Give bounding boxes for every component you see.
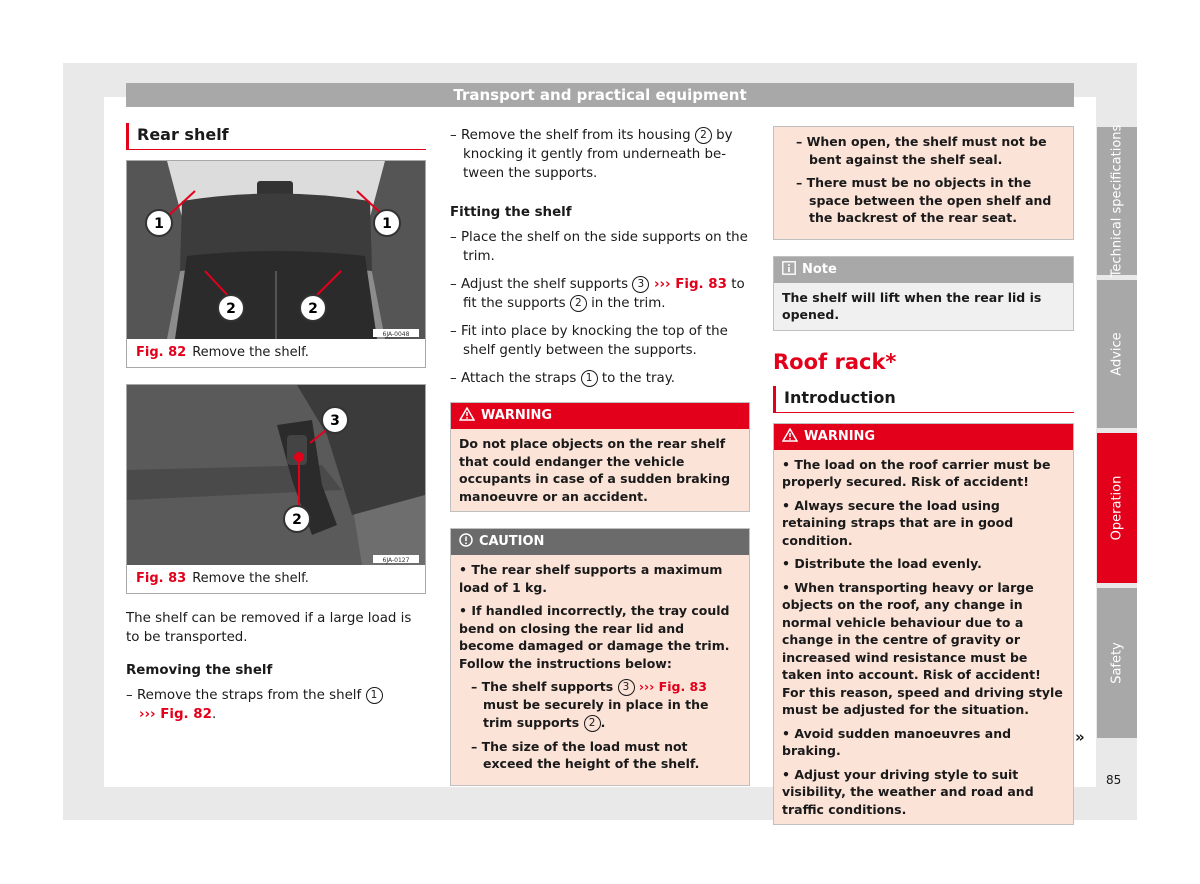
figure-83 (126, 384, 426, 594)
note-header (774, 257, 1073, 283)
fig82-label-2a: 2 (226, 301, 236, 317)
fig83-link[interactable]: ››› Fig. 83 (649, 277, 727, 292)
note-box (773, 256, 1074, 331)
caution-sub-1-b: must be securely in place in the trim supports (483, 697, 709, 730)
removing-title: Removing the shelf (126, 663, 273, 678)
continue-marker: » (1075, 728, 1085, 746)
caution-box (450, 528, 750, 786)
callout-2c: 2 (584, 715, 601, 732)
rear-shelf-photo (127, 161, 425, 339)
warning-box-shelf (450, 402, 750, 512)
intro-paragraph: The shelf can be removed if a large load is to be transported. (126, 611, 412, 645)
caution-header (451, 529, 749, 555)
shelf-support-photo (127, 385, 425, 565)
fitting-step-3: – Fit into place by knocking the top of the shelf gently between the supports. (450, 324, 728, 358)
caution-item-1: • The rear shelf supports a maximum load of 1 kg. (459, 562, 723, 595)
removing-step-1-end: . (211, 707, 217, 722)
caution-item-2: • If handled incorrectly, the tray could bend on closing the rear lid and become damaged or damage the trim. Follow the instructions below: (459, 603, 730, 671)
fitting-step-2 (450, 275, 750, 313)
fig83-link-2[interactable]: ››› Fig. 83 (634, 679, 707, 694)
column-left (126, 120, 426, 733)
fig83-label-2: 2 (292, 512, 302, 528)
roof-warning-item: • Always secure the load using retaining straps that are in good condition. (782, 497, 1014, 548)
caution-continuation-box (773, 126, 1074, 240)
fit-2-text-a: – Adjust the shelf supports (450, 277, 633, 292)
fig82-caption (127, 339, 425, 367)
info-icon (782, 261, 796, 275)
note-title: Note (802, 261, 837, 277)
caution-circle-icon (459, 533, 473, 547)
roof-warning-header (774, 424, 1073, 450)
fit-4-text-b: to the tray. (597, 371, 676, 386)
removing-step-1 (126, 686, 426, 724)
callout-3: 3 (632, 276, 649, 293)
continuation-item-2: – There must be no objects in the space between the open shelf and the backrest of the rear seat. (796, 175, 1052, 225)
roof-warning-item: • Avoid sudden manoeuvres and braking. (782, 725, 1012, 758)
fig83-label-3: 3 (330, 413, 340, 429)
tab-safety[interactable] (1097, 588, 1137, 738)
section-title-introduction: Introduction (773, 386, 1074, 413)
tab-label: Safety (1109, 642, 1125, 684)
fig82-label-1b: 1 (382, 216, 392, 232)
continuation-item-1: – When open, the shelf must not be bent against the shelf seal. (796, 134, 1047, 167)
caution-subitem-2: – The size of the load must not exceed the height of the shelf. (471, 738, 700, 771)
column-right (773, 126, 1074, 841)
step-2-text-a: – Remove the shelf from its housing (450, 128, 695, 143)
warning-header (451, 403, 749, 429)
caution-sub-1-c: . (600, 714, 606, 730)
section-title-rear-shelf: Rear shelf (126, 123, 426, 150)
callout-2: 2 (695, 127, 712, 144)
tab-label: Advice (1109, 332, 1125, 376)
roof-warning-item: • The load on the roof carrier must be properly secured. Risk of accident! (782, 456, 1051, 489)
roof-warning-item: • Distribute the load evenly. (782, 556, 982, 571)
tab-label: Technical specifications (1109, 124, 1125, 278)
page-number: 85 (1106, 773, 1122, 787)
warning-title: WARNING (481, 408, 553, 423)
fit-4-text-a: – Attach the straps (450, 371, 581, 386)
removing-step-1-text: – Remove the straps from the shelf (126, 688, 366, 703)
fig82-link[interactable]: ››› Fig. 82 (139, 707, 212, 722)
roof-warning-title: WARNING (804, 428, 876, 444)
tab-technical-specifications[interactable] (1097, 124, 1137, 278)
tab-label: Operation (1109, 475, 1125, 541)
fitting-step-1: – Place the shelf on the side supports on the trim. (450, 230, 748, 264)
caution-continuation-body (774, 127, 1073, 239)
tab-advice[interactable] (1097, 280, 1137, 428)
fig82-caption-text: Remove the shelf. (192, 345, 309, 360)
caution-body (451, 555, 749, 785)
removing-step-2 (450, 126, 750, 183)
callout-1: 1 (366, 687, 383, 704)
fitting-step-4 (450, 369, 750, 388)
fitting-title: Fitting the shelf (450, 205, 572, 220)
caution-sub-1-a: – The shelf supports (471, 679, 618, 694)
note-text: The shelf will lift when the rear lid is opened. (774, 283, 1073, 330)
warning-triangle-icon (782, 428, 798, 442)
callout-1b: 1 (581, 370, 598, 387)
fig83-caption (127, 565, 425, 593)
callout-3b: 3 (618, 679, 635, 696)
callout-2b: 2 (570, 295, 587, 312)
fig83-code: 6JA-0127 (382, 557, 410, 564)
fig83-ref: Fig. 83 (136, 571, 187, 586)
fig82-code: 6JA-0048 (382, 331, 410, 338)
roof-warning-item: • Adjust your driving style to suit visibility, the weather and road and traffic conditions. (782, 766, 1034, 817)
warning-box-roof (773, 423, 1074, 826)
roof-warning-item: • When transporting heavy or large objects on the roof, any change in normal vehicle behaviour due to a change in the centre of gravity or increased wind resistance must be taken into account. Risk of accident! For this reason, speed and driving style must be adjusted for the situation. (782, 579, 1063, 717)
figure-82 (126, 160, 426, 368)
warning-text: Do not place objects on the rear shelf that could endanger the vehicle occupants in case of a sudden braking manoeuvre or an accident. (451, 429, 749, 511)
tab-operation[interactable] (1097, 433, 1137, 583)
step-2-text-b: by knocking it gently from underneath between the supports. (463, 128, 733, 181)
column-middle (450, 126, 750, 802)
fig82-ref: Fig. 82 (136, 345, 187, 360)
fig82-label-1a: 1 (154, 216, 164, 232)
fit-2-text-c: in the trim. (586, 296, 666, 311)
caution-subitem-1 (459, 678, 741, 732)
roof-warning-body (774, 450, 1073, 825)
chapter-title-roof-rack: Roof rack* (773, 349, 897, 374)
warning-triangle-icon (459, 407, 475, 421)
fit-2-text-b: to fit the supports (463, 277, 745, 311)
fig83-caption-text: Remove the shelf. (192, 571, 309, 586)
fig82-label-2b: 2 (308, 301, 318, 317)
caution-title: CAUTION (479, 534, 545, 549)
header-title: Transport and practical equipment (126, 83, 1074, 107)
